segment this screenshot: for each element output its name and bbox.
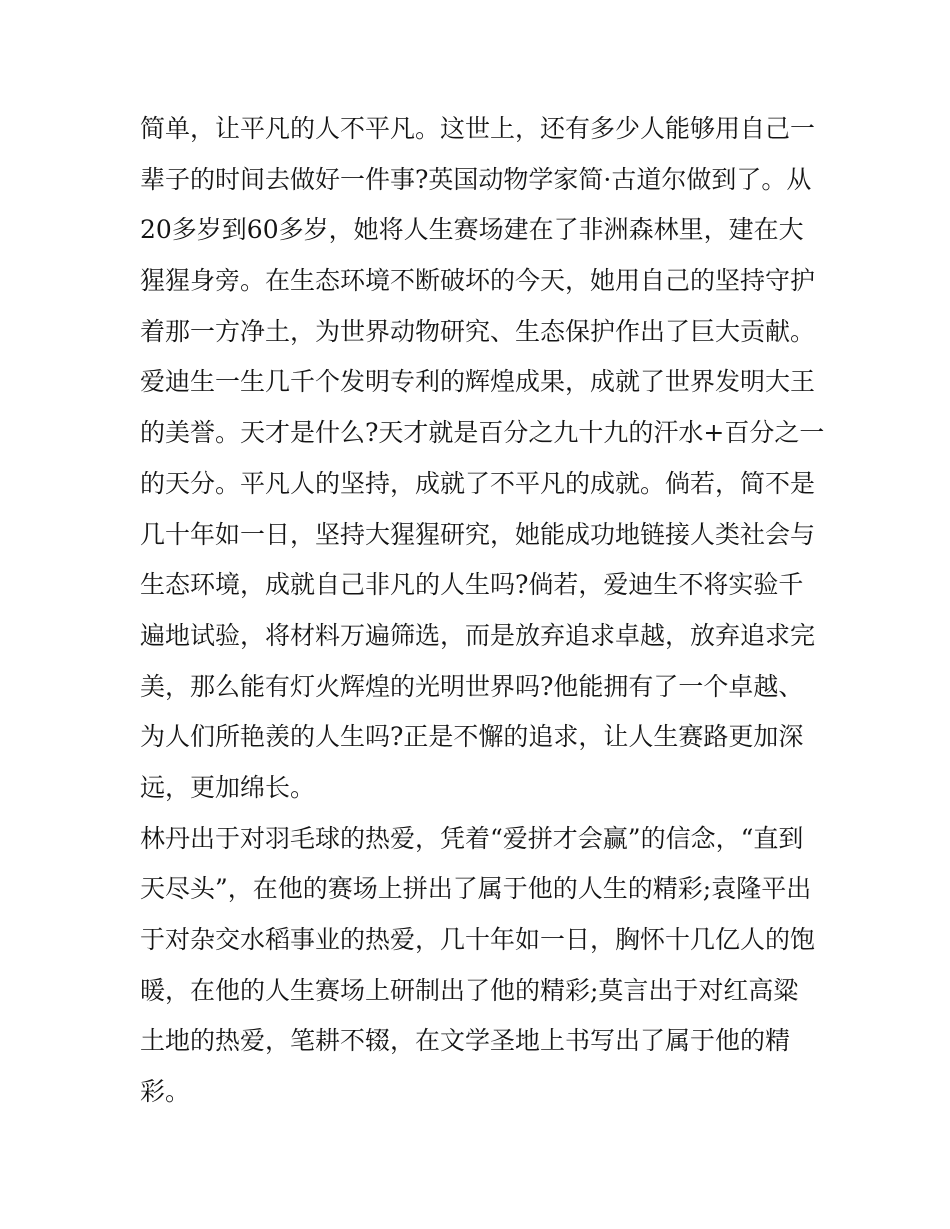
- text-line: 彩。: [140, 1077, 191, 1107]
- text-line: 暖，在他的人生赛场上研制出了他的精彩;莫言出于对红高粱: [140, 975, 799, 1005]
- text-line: 美，那么能有灯火辉煌的光明世界吗?他能拥有了一个卓越、: [140, 671, 804, 701]
- text-line: 的天分。平凡人的坚持，成就了不平凡的成就。倘若，简不是: [140, 468, 816, 498]
- text-line: 天尽头”，在他的赛场上拼出了属于他的人生的精彩;袁隆平出: [140, 874, 812, 904]
- text-line: 于对杂交水稻事业的热爱，几十年如一日，胸怀十几亿人的饱: [140, 925, 816, 954]
- text-line: 林丹出于对羽毛球的热爱，凭着“爱拼才会赢”的信念，“直到: [140, 823, 804, 853]
- text-line: 为人们所艳羡的人生吗?正是不懈的追求，让人生赛路更加深: [140, 722, 804, 752]
- text-line: 几十年如一日，坚持大猩猩研究，她能成功地链接人类社会与: [140, 519, 816, 549]
- text-line: 生态环境，成就自己非凡的人生吗?倘若，爱迪生不将实验千: [140, 570, 804, 600]
- text-line: 爱迪生一生几千个发明专利的辉煌成果，成就了世界发明大王: [140, 367, 816, 397]
- text-line: 的美誉。天才是什么?天才就是百分之九十九的汗水+百分之一: [140, 418, 825, 448]
- text-line: 遍地试验，将材料万遍筛选，而是放弃追求卓越，放弃追求完: [140, 620, 816, 650]
- text-line: 猩猩身旁。在生态环境不断破坏的今天，她用自己的坚持守护: [140, 266, 816, 296]
- text-line: 20多岁到60多岁，她将人生赛场建在了非洲森林里，建在大: [140, 215, 804, 245]
- text-line: 简单，让平凡的人不平凡。这世上，还有多少人能够用自己一: [140, 114, 816, 143]
- document-page: [140, 104, 825, 1118]
- text-line: 远，更加绵长。: [140, 772, 316, 802]
- text-line: 辈子的时间去做好一件事?英国动物学家简·古道尔做到了。从: [140, 164, 812, 194]
- text-line: 着那一方净土，为世界动物研究、生态保护作出了巨大贡献。: [140, 316, 816, 346]
- text-line: 土地的热爱，笔耕不辍，在文学圣地上书写出了属于他的精: [140, 1026, 791, 1056]
